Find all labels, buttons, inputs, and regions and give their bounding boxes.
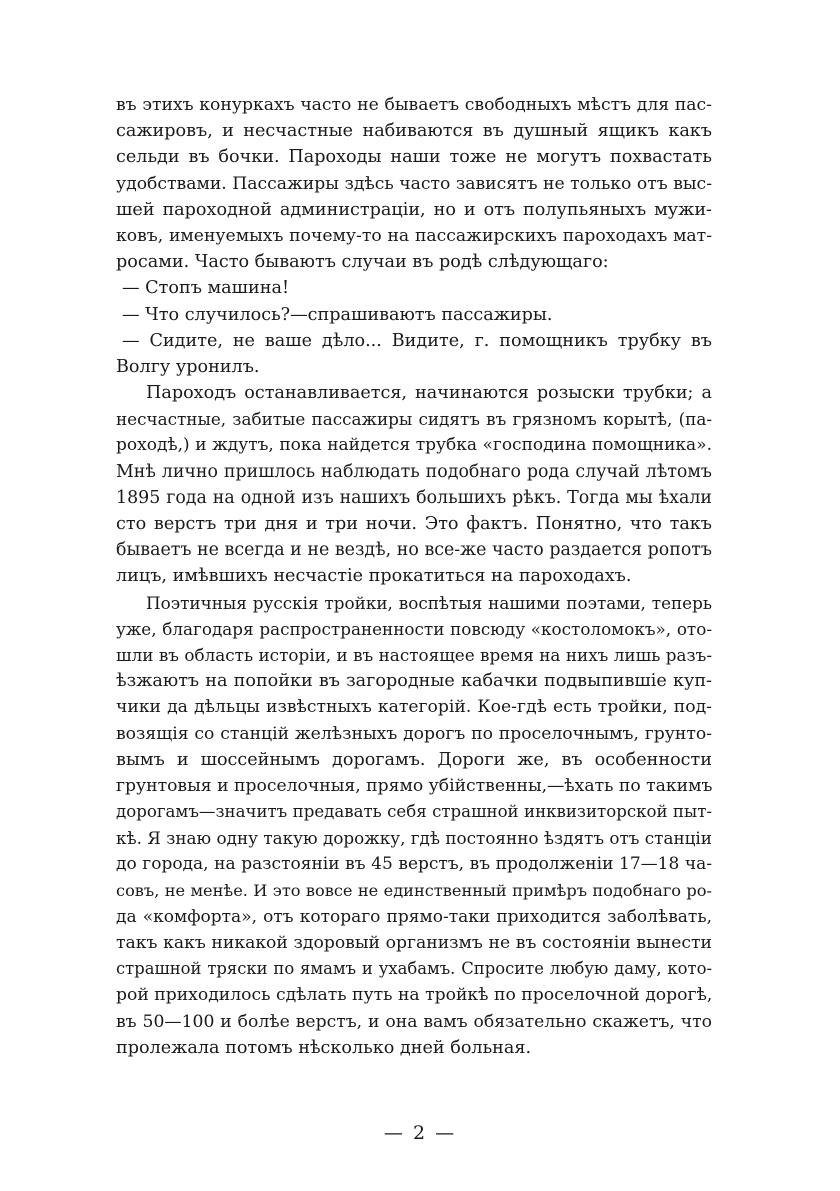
text-line: возящія со станцій желѣзныхъ дорогъ по проселочнымъ, грунто-	[116, 723, 712, 744]
paragraph	[116, 380, 712, 590]
text-line: въ этихъ конуркахъ часто не бываетъ свободныхъ мѣстъ для пас-	[116, 95, 712, 115]
text-line: чики да дѣльцы извѣстныхъ категорій. Кое-гдѣ есть тройки, под-	[116, 697, 712, 718]
text-line: сто верстъ три дня и три ночи. Это фактъ. Понятно, что такъ	[116, 514, 712, 534]
text-line: пролежала потомъ нѣсколько дней больная.	[116, 1037, 532, 1058]
text-line: бываетъ не всегда и не вездѣ, но все-же часто раздается ропотъ	[116, 540, 712, 561]
text-line: Пароходъ останавливается, начинаются розыски трубки; а	[146, 383, 712, 404]
text-line: Поэтичныя русскія тройки, воспѣтыя нашими поэтами, теперь	[146, 592, 712, 613]
text-line: сельди въ бочки. Пароходы наши тоже не могутъ похвастать	[116, 147, 712, 168]
text-line: несчастные, забитые пассажиры сидятъ въ грязномъ корытѣ, (па-	[116, 409, 712, 430]
text-line: Мнѣ лично пришлось наблюдать подобнаго рода случай лѣтомъ	[116, 461, 712, 482]
text-line: совъ, не менѣе. И это вовсе не единственный примѣръ подобнаго ро-	[116, 880, 712, 900]
text-line: 1895 года на одной изъ нашихъ большихъ рѣкъ. Тогда мы ѣхали	[116, 487, 712, 508]
text-line: страшной тряски по ямамъ и ухабамъ. Спросите любую даму, кото-	[116, 959, 712, 979]
text-line: роходѣ,) и ждутъ, пока найдется трубка «господина помощника».	[116, 435, 712, 456]
dialogue-line	[116, 302, 712, 328]
text-line: удобствами. Пассажиры здѣсь часто зависятъ не только отъ выс-	[116, 173, 712, 194]
text-line: ковъ, именуемыхъ почему-то на пассажирскихъ пароходахъ мат-	[116, 225, 712, 246]
text-line: — Стопъ машина!	[122, 278, 290, 299]
text-line: дорогамъ—значитъ предавать себя страшной инквизиторской пыт-	[116, 802, 712, 822]
text-line: кѣ. Я знаю одну такую дорожку, гдѣ постоянно ѣздятъ отъ станціи	[116, 828, 712, 849]
text-line: — Сидите, не ваше дѣло... Видите, г. помощникъ трубку въ	[122, 330, 712, 351]
text-line: въ 50—100 и болѣе верстъ, и она вамъ обязательно скажетъ, что	[116, 1011, 712, 1032]
page-text	[116, 92, 712, 1061]
text-line: Волгу уронилъ.	[116, 356, 260, 377]
text-line: уже, благодаря распространенности повсюду «костоломокъ», ото-	[116, 618, 712, 639]
text-line: рой приходилось сдѣлать путь на тройкѣ по проселочной дорогѣ,	[116, 985, 713, 1006]
text-line: вымъ и шоссейнымъ дорогамъ. Дороги же, въ особенности	[116, 749, 712, 770]
text-line: шли въ область исторіи, и въ настоящее время на нихъ лишь разъ-	[116, 644, 712, 665]
text-line: — Что случилось?—спрашиваютъ пассажиры.	[122, 304, 553, 325]
paragraph	[116, 590, 712, 1061]
text-line: да «комфорта», отъ котораго прямо-таки приходится заболѣвать,	[116, 906, 712, 927]
paragraph	[116, 92, 712, 275]
page-number: — 2 —	[383, 1122, 457, 1144]
text-line: сажировъ, и несчастные набиваются въ душный ящикъ какъ	[116, 121, 712, 142]
text-line: такъ какъ никакой здоровый организмъ не въ состояніи вынести	[116, 933, 712, 953]
text-line: ѣзжаютъ на попойки въ загородные кабачки подвыпившіе куп-	[116, 671, 712, 692]
text-line: шей пароходной администраціи, но и отъ полупьяныхъ мужи-	[116, 199, 712, 220]
text-line: до города, на разстояніи въ 45 верстъ, въ продолженіи 17—18 ча-	[116, 854, 712, 875]
text-line: грунтовыя и проселочныя, прямо убійственны,—ѣхать по такимъ	[116, 775, 713, 796]
text-line: росами. Часто бываютъ случаи въ родѣ слѣдующаго:	[116, 252, 609, 273]
text-line: лицъ, имѣвшихъ несчастіе прокатиться на пароходахъ.	[116, 566, 632, 587]
dialogue-line	[116, 328, 712, 380]
dialogue-line	[116, 275, 712, 301]
